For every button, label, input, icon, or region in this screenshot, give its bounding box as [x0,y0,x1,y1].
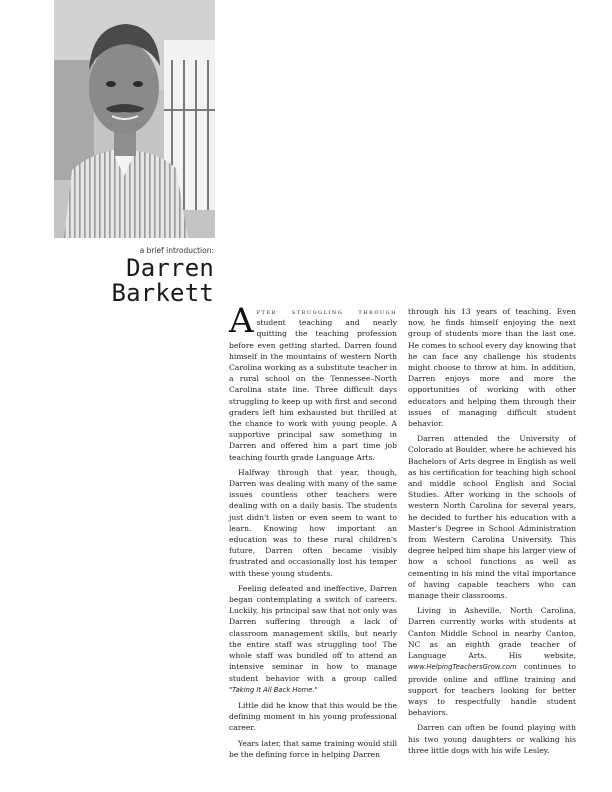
paragraph-text: Feeling defeated and ineffective, Darren began contemplating a switch of careers. Luckily, his principal saw that not only was Darren suffering through a lack of classroom management skills, but nearly the entire staff was struggling too! The whole staff was bundled off to attend an intensive seminar in how to manage student behavior with a group called [229,583,397,683]
article-column-1 [229,301,397,764]
program-name: "Taking It All Back Home." [229,685,318,694]
portrait-photo [54,0,215,238]
paragraph [408,605,576,718]
article-column-2 [408,306,576,760]
paragraph-text: student teaching and nearly quitting the teaching profession before even getting started, Darren found himself in the mountains of western North Carolina working as a substitute teacher in a rural school on the Tennessee–North Carolina state line. Three difficult days struggling to keep up with first and second graders left him exhausted but thrilled at the chance to work with young people. A supportive principal saw something in Darren and offered him a part time job teaching fourth grade Language Arts. [229,318,397,462]
paragraph [229,301,397,463]
lead-in: fter struggling through [256,307,397,316]
last-name: Barkett [111,279,214,307]
kicker-text: a brief introduction: [139,246,214,255]
paragraph: Darren can often be found playing with his two young daughters or walking his three little dogs with his wife Lesley. [408,723,576,755]
website-link[interactable]: www.HelpingTeachersGrow.com [408,663,517,672]
paragraph-text: Living in Asheville, North Carolina, Darren currently works with students at Canton Middle School in nearby Canton, NC as an eighth grade teacher of Language Arts. His website, [408,606,576,661]
page-title [111,256,214,306]
first-name: Darren [126,254,214,282]
paragraph: Years later, that same training would still be the defining force in helping Darren [229,738,397,759]
paragraph [229,583,397,696]
paragraph: Little did he know that this would be the defining moment in his young professional career. [229,700,397,733]
paragraph: through his 13 years of teaching. Even now, he finds himself enjoying the next group of students more than the last one. He comes to school every day knowing that he can face any challenge his students might choose to throw at him. In addition, Darren enjoys more and more the opportunities of working with other educators and helping them through their issues of managing difficult student behavior. [408,307,576,429]
paragraph-text: continues to provide online and offline training and support for teachers looking for better ways to respectfully handle student behaviors. [408,662,576,718]
paragraph: Halfway through that year, though, Darren was dealing with many of the same issues countless other teachers were dealing with on a daily basis. The students just didn't listen or even seem to want to learn. Knowing how important an education was to these rural children's future, Darren often became visibly frustrated and occasionally lost his temper with these young students. [229,467,397,578]
drop-cap: A [229,301,254,341]
portrait-photo-icon [54,0,215,238]
paragraph: Darren attended the University of Colorado at Boulder, where he achieved his Bachelors of Arts degree in English as well as his certification for teaching high school and middle school English and Social Studies. After working in the schools of western North Carolina for several years, he decided to further his education with a Master's Degree in School Administration from Western Carolina University. This degree helped him shape his larger view of how a school functions as well as cementing in his mind the vital importance of having capable teachers who can manage their classrooms. [408,434,576,601]
